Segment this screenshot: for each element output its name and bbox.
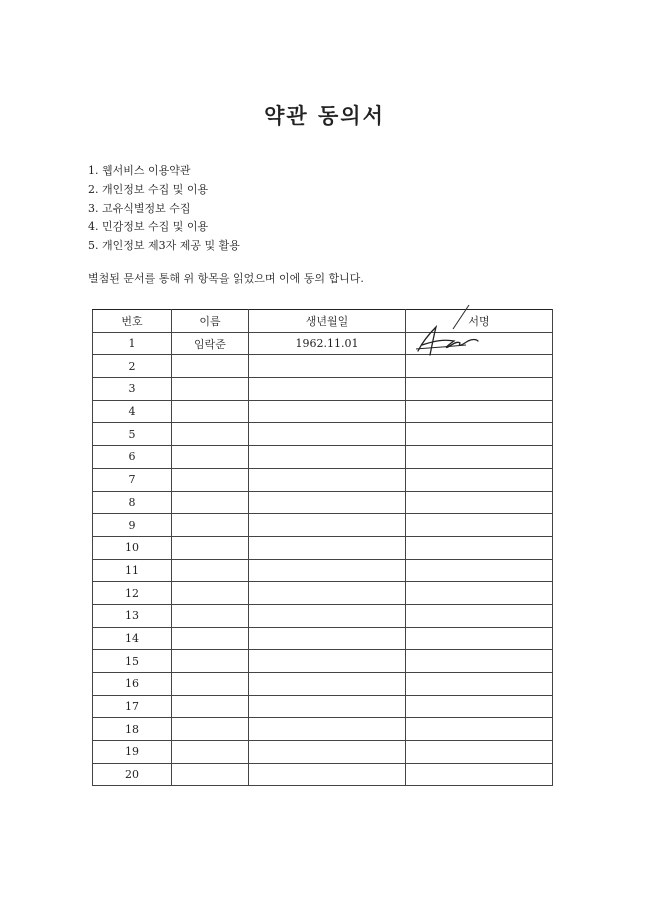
row-name bbox=[172, 514, 249, 537]
row-signature bbox=[406, 400, 553, 423]
row-signature bbox=[406, 763, 553, 786]
row-signature bbox=[406, 332, 553, 355]
row-birthdate bbox=[249, 604, 406, 627]
row-birthdate bbox=[249, 673, 406, 696]
row-birthdate bbox=[249, 763, 406, 786]
consent-item: 2. 개인정보 수집 및 이용 bbox=[88, 182, 209, 196]
row-name bbox=[172, 491, 249, 514]
row-number: 15 bbox=[93, 650, 172, 673]
row-signature bbox=[406, 378, 553, 401]
consent-item: 3. 고유식별정보 수집 bbox=[88, 201, 191, 215]
table-row bbox=[93, 718, 553, 741]
row-number: 4 bbox=[93, 400, 172, 423]
row-name bbox=[172, 355, 249, 378]
table-row bbox=[93, 582, 553, 605]
row-signature bbox=[406, 536, 553, 559]
row-signature bbox=[406, 650, 553, 673]
row-name bbox=[172, 423, 249, 446]
row-birthdate bbox=[249, 400, 406, 423]
row-name bbox=[172, 627, 249, 650]
row-number: 18 bbox=[93, 718, 172, 741]
row-birthdate bbox=[249, 650, 406, 673]
row-birthdate bbox=[249, 514, 406, 537]
row-name bbox=[172, 468, 249, 491]
table-row bbox=[93, 355, 553, 378]
row-name bbox=[172, 536, 249, 559]
document-title: 약관 동의서 bbox=[264, 103, 385, 128]
table-row bbox=[93, 695, 553, 718]
row-name bbox=[172, 673, 249, 696]
row-name bbox=[172, 378, 249, 401]
row-name bbox=[172, 400, 249, 423]
row-birthdate: 1962.11.01 bbox=[249, 332, 406, 355]
consent-item: 4. 민감정보 수집 및 이용 bbox=[88, 220, 209, 234]
table-row bbox=[93, 423, 553, 446]
row-signature bbox=[406, 355, 553, 378]
row-number: 1 bbox=[93, 332, 172, 355]
header-birthdate: 생년월일 bbox=[249, 310, 406, 333]
row-number: 14 bbox=[93, 627, 172, 650]
row-signature bbox=[406, 627, 553, 650]
row-name bbox=[172, 446, 249, 469]
row-name bbox=[172, 650, 249, 673]
row-name bbox=[172, 718, 249, 741]
table-row bbox=[93, 446, 553, 469]
row-birthdate bbox=[249, 536, 406, 559]
row-name bbox=[172, 559, 249, 582]
table-row bbox=[93, 468, 553, 491]
table-row bbox=[93, 378, 553, 401]
table-row bbox=[93, 741, 553, 764]
row-number: 6 bbox=[93, 446, 172, 469]
table-row bbox=[93, 763, 553, 786]
table-row bbox=[93, 400, 553, 423]
header-signature-label: 서명 bbox=[468, 314, 490, 328]
table-row bbox=[93, 332, 553, 355]
table-row bbox=[93, 536, 553, 559]
consent-items-list bbox=[88, 162, 240, 256]
row-birthdate bbox=[249, 695, 406, 718]
table-row bbox=[93, 604, 553, 627]
signature-table bbox=[92, 309, 553, 786]
table-row bbox=[93, 650, 553, 673]
row-number: 8 bbox=[93, 491, 172, 514]
row-number: 7 bbox=[93, 468, 172, 491]
row-number: 12 bbox=[93, 582, 172, 605]
row-number: 13 bbox=[93, 604, 172, 627]
row-signature bbox=[406, 673, 553, 696]
row-birthdate bbox=[249, 446, 406, 469]
handwritten-signature bbox=[414, 321, 484, 359]
row-birthdate bbox=[249, 491, 406, 514]
row-birthdate bbox=[249, 378, 406, 401]
table-row bbox=[93, 627, 553, 650]
row-signature bbox=[406, 582, 553, 605]
row-signature bbox=[406, 604, 553, 627]
row-name: 임락준 bbox=[172, 332, 249, 355]
row-number: 16 bbox=[93, 673, 172, 696]
row-signature bbox=[406, 559, 553, 582]
table-body bbox=[93, 332, 553, 786]
row-signature bbox=[406, 491, 553, 514]
row-signature bbox=[406, 695, 553, 718]
row-number: 20 bbox=[93, 763, 172, 786]
row-birthdate bbox=[249, 468, 406, 491]
row-birthdate bbox=[249, 741, 406, 764]
consent-statement: 별첨된 문서를 통해 위 항목을 읽었으며 이에 동의 합니다. bbox=[88, 272, 364, 285]
row-signature bbox=[406, 423, 553, 446]
row-number: 17 bbox=[93, 695, 172, 718]
consent-item: 5. 개인정보 제3자 제공 및 활용 bbox=[88, 239, 240, 253]
row-birthdate bbox=[249, 627, 406, 650]
header-name: 이름 bbox=[172, 310, 249, 333]
row-signature bbox=[406, 718, 553, 741]
table-row bbox=[93, 559, 553, 582]
row-signature bbox=[406, 514, 553, 537]
row-signature bbox=[406, 468, 553, 491]
row-birthdate bbox=[249, 582, 406, 605]
row-number: 3 bbox=[93, 378, 172, 401]
header-number: 번호 bbox=[93, 310, 172, 333]
table-row bbox=[93, 491, 553, 514]
row-number: 5 bbox=[93, 423, 172, 446]
row-signature bbox=[406, 741, 553, 764]
row-name bbox=[172, 695, 249, 718]
row-number: 10 bbox=[93, 536, 172, 559]
row-number: 9 bbox=[93, 514, 172, 537]
row-number: 11 bbox=[93, 559, 172, 582]
consent-item: 1. 웹서비스 이용약관 bbox=[88, 164, 191, 177]
row-number: 19 bbox=[93, 741, 172, 764]
row-number: 2 bbox=[93, 355, 172, 378]
row-birthdate bbox=[249, 559, 406, 582]
row-signature bbox=[406, 446, 553, 469]
row-birthdate bbox=[249, 718, 406, 741]
row-name bbox=[172, 763, 249, 786]
row-name bbox=[172, 604, 249, 627]
table-row bbox=[93, 673, 553, 696]
table-row bbox=[93, 514, 553, 537]
row-birthdate bbox=[249, 355, 406, 378]
row-name bbox=[172, 582, 249, 605]
row-birthdate bbox=[249, 423, 406, 446]
row-name bbox=[172, 741, 249, 764]
